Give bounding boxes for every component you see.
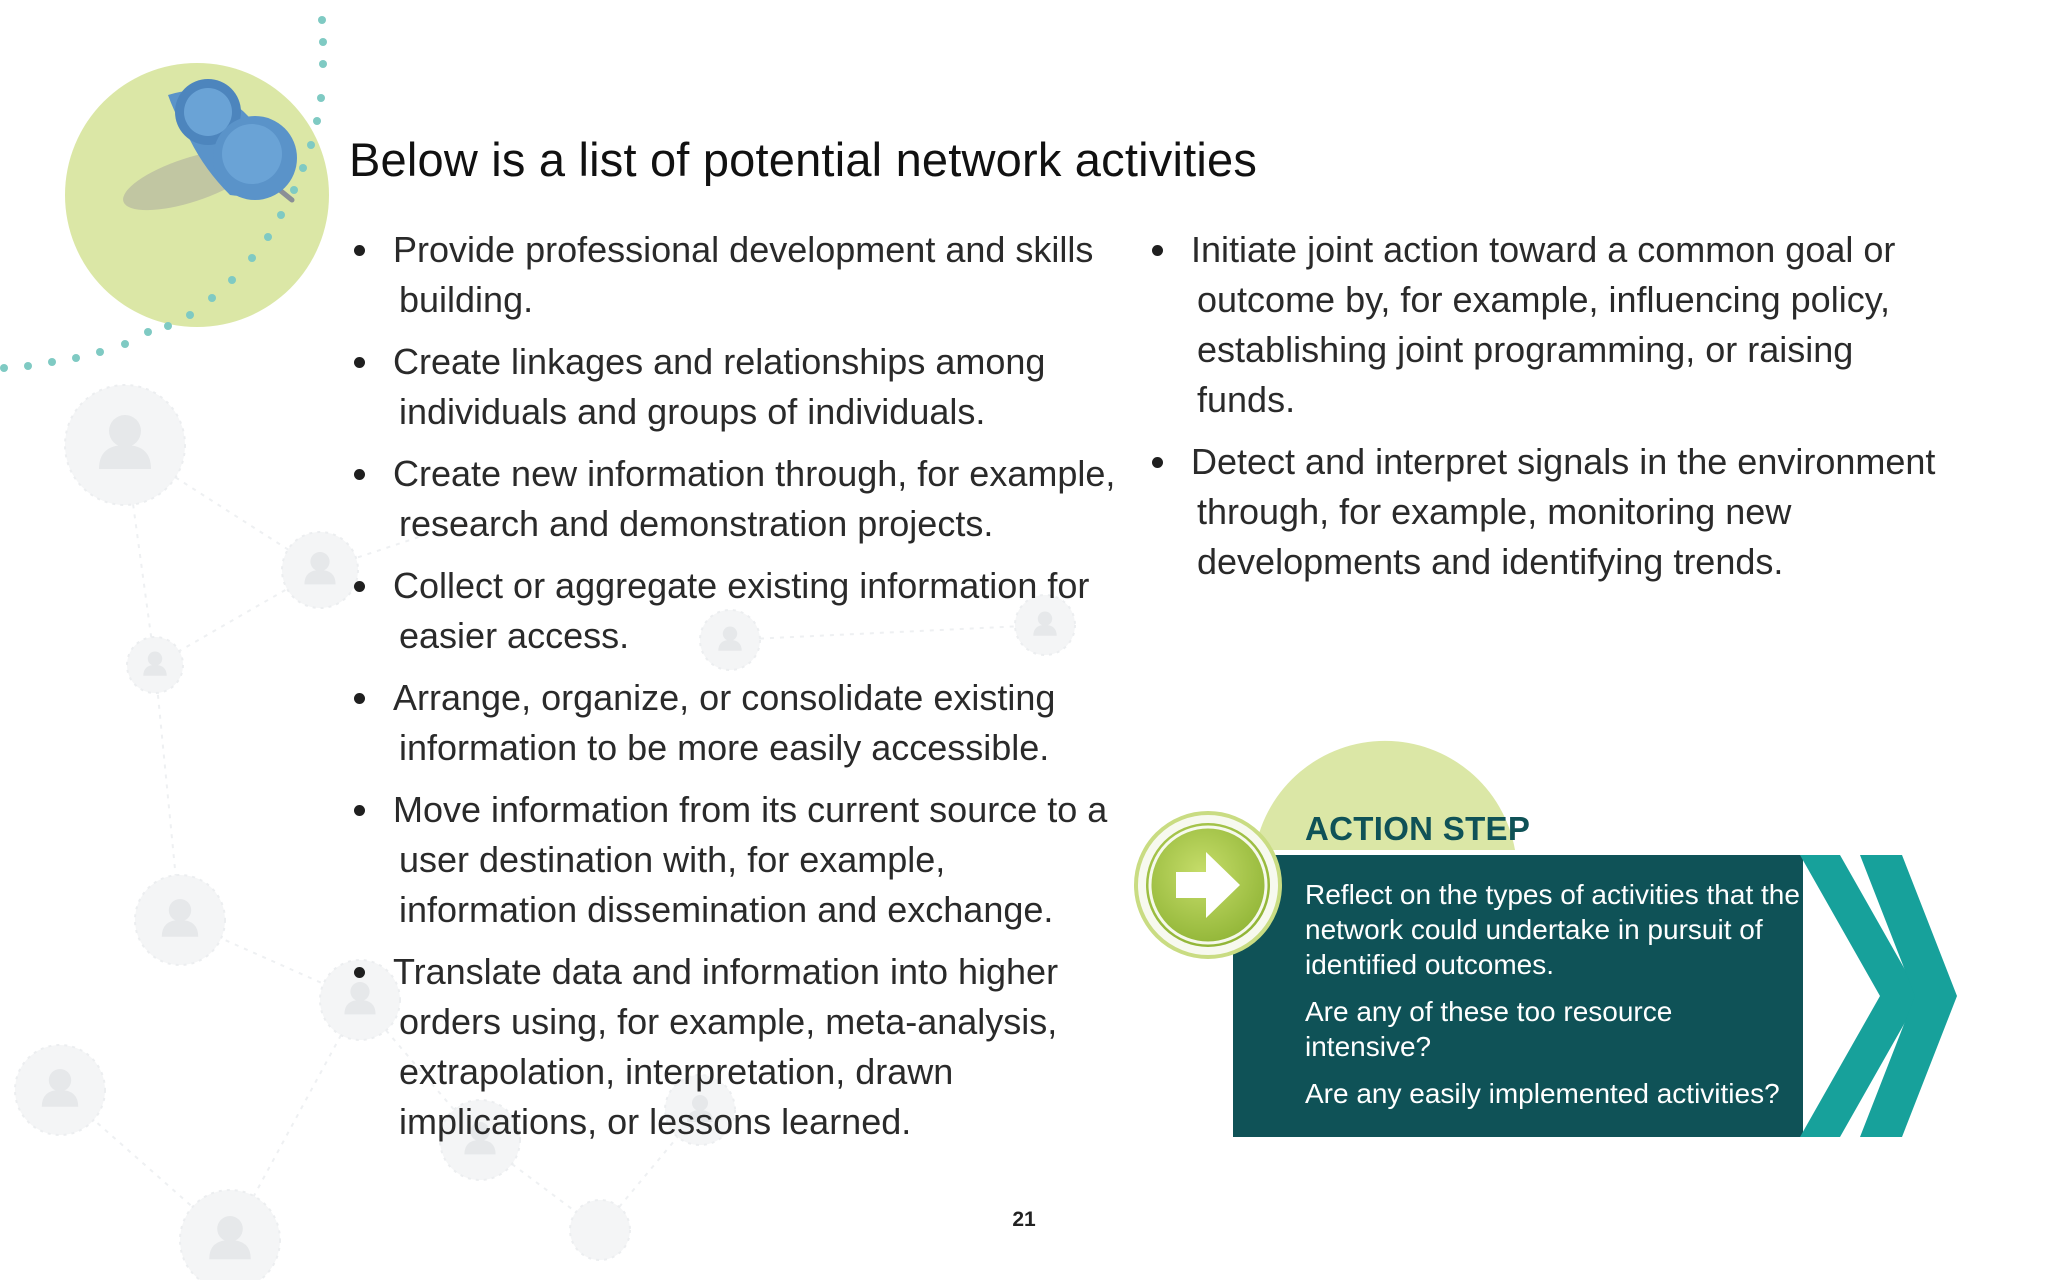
list-item: Detect and interpret signals in the environment through, for example, monitoring new developments and identifying trends. <box>1147 437 1957 587</box>
action-step-paragraph: Are any of these too resource intensive? <box>1305 996 1673 1062</box>
action-step-body <box>1305 877 1805 1123</box>
list-item: Initiate joint action toward a common goal or outcome by, for example, influencing policy, establishing joint programming, or raising funds. <box>1147 225 1957 425</box>
action-step-paragraph: Are any easily implemented activities? <box>1305 1078 1780 1109</box>
page-title: Below is a list of potential network activities <box>349 133 1258 186</box>
list-item: Move information from its current source to a user destination with, for example, information dissemination and exchange. <box>349 785 1129 935</box>
bullet-icon <box>354 967 365 978</box>
push-pin-icon <box>0 0 360 380</box>
list-item: Create new information through, for example, research and demonstration projects. <box>349 449 1129 549</box>
activities-list-left <box>349 225 1129 1159</box>
list-item: Collect or aggregate existing information for easier access. <box>349 561 1129 661</box>
bullet-icon <box>1152 457 1163 468</box>
bullet-icon <box>354 581 365 592</box>
bullet-icon <box>354 469 365 480</box>
activities-list-right <box>1147 225 1957 599</box>
bullet-icon <box>354 357 365 368</box>
bullet-icon <box>354 693 365 704</box>
list-item: Create linkages and relationships among individuals and groups of individuals. <box>349 337 1129 437</box>
action-step-callout <box>1130 725 1970 1145</box>
bullet-icon <box>354 805 365 816</box>
action-step-heading: ACTION STEP <box>1305 810 1531 847</box>
action-step-paragraph: Reflect on the types of activities that the network could undertake in pursuit of identified outcomes. <box>1305 879 1800 980</box>
list-item: Arrange, organize, or consolidate existing information to be more easily accessible. <box>349 673 1129 773</box>
bullet-icon <box>1152 245 1163 256</box>
arrow-right-icon <box>1128 805 1288 965</box>
list-item: Translate data and information into higher orders using, for example, meta-analysis, extrapolation, interpretation, drawn implications, or lessons learned. <box>349 947 1129 1147</box>
list-item: Provide professional development and skills building. <box>349 225 1129 325</box>
page-number: 21 <box>1012 1208 1036 1231</box>
bullet-icon <box>354 245 365 256</box>
